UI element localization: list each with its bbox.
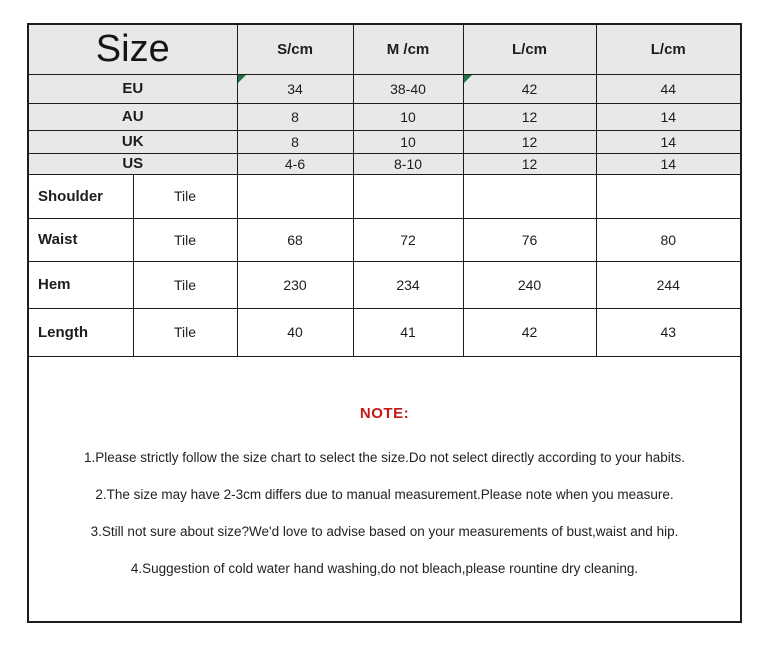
row-label-hem: Hem — [28, 261, 133, 308]
column-header-m: M /cm — [353, 24, 463, 74]
table-row-uk — [28, 130, 741, 153]
table-row-eu — [28, 74, 741, 103]
cell-us-s: 4-6 — [237, 153, 353, 174]
cell-us-l1: 12 — [463, 153, 596, 174]
comment-marker-icon — [464, 75, 472, 83]
cell-uk-l2: 14 — [596, 130, 741, 153]
column-header-s: S/cm — [237, 24, 353, 74]
cell-au-l2: 14 — [596, 103, 741, 130]
size-title: Size — [28, 24, 237, 74]
note-heading: NOTE: — [359, 404, 410, 422]
comment-marker-icon — [238, 75, 246, 83]
cell-shoulder-l1 — [463, 174, 596, 218]
cell-waist-l1: 76 — [463, 218, 596, 261]
cell-uk-s: 8 — [237, 130, 353, 153]
cell-waist-s: 68 — [237, 218, 353, 261]
row-label-waist: Waist — [28, 218, 133, 261]
cell-au-s: 8 — [237, 103, 353, 130]
table-row-shoulder — [28, 174, 741, 218]
note-item-2: 2.The size may have 2-3cm differs due to manual measurement.Please note when you measure. — [95, 486, 674, 502]
cell-hem-m: 234 — [353, 261, 463, 308]
note-content — [29, 357, 740, 578]
table-row-hem — [28, 261, 741, 308]
row-label-uk: UK — [28, 130, 237, 153]
row-label-au: AU — [28, 103, 237, 130]
cell-au-l1: 12 — [463, 103, 596, 130]
note-item-4: 4.Suggestion of cold water hand washing,do not bleach,please rountine dry cleaning. — [130, 560, 639, 576]
cell-us-l2: 14 — [596, 153, 741, 174]
cell-hem-method: Tile — [133, 261, 237, 308]
cell-us-m: 8-10 — [353, 153, 463, 174]
header-row — [28, 24, 741, 74]
cell-au-m: 10 — [353, 103, 463, 130]
cell-shoulder-m — [353, 174, 463, 218]
cell-hem-s: 230 — [237, 261, 353, 308]
cell-length-m: 41 — [353, 308, 463, 356]
cell-uk-l1: 12 — [463, 130, 596, 153]
table-row-length — [28, 308, 741, 356]
note-item-3: 3.Still not sure about size?We'd love to advise based on your measurements of bust,waist and hip. — [90, 523, 679, 539]
column-header-l1: L/cm — [463, 24, 596, 74]
note-item-1: 1.Please strictly follow the size chart to select the size.Do not select directly according to your habits. — [83, 449, 686, 465]
cell-eu-l1 — [463, 74, 596, 103]
cell-length-l1: 42 — [463, 308, 596, 356]
cell-shoulder-method: Tile — [133, 174, 237, 218]
table-row-us — [28, 153, 741, 174]
cell-eu-m: 38-40 — [353, 74, 463, 103]
row-label-us: US — [28, 153, 237, 174]
table-row-waist — [28, 218, 741, 261]
cell-length-s: 40 — [237, 308, 353, 356]
row-label-eu: EU — [28, 74, 237, 103]
size-chart — [27, 23, 742, 623]
cell-value: 34 — [287, 80, 303, 97]
cell-hem-l1: 240 — [463, 261, 596, 308]
cell-eu-l2: 44 — [596, 74, 741, 103]
row-label-shoulder: Shoulder — [28, 174, 133, 218]
cell-value: 42 — [521, 80, 538, 97]
row-label-length: Length — [28, 308, 133, 356]
cell-waist-l2: 80 — [596, 218, 741, 261]
note-box — [28, 356, 741, 622]
cell-length-method: Tile — [133, 308, 237, 356]
cell-length-l2: 43 — [596, 308, 741, 356]
cell-shoulder-l2 — [596, 174, 741, 218]
table-row-au — [28, 103, 741, 130]
cell-waist-method: Tile — [133, 218, 237, 261]
note-row — [28, 356, 741, 622]
cell-hem-l2: 244 — [596, 261, 741, 308]
size-chart-table — [27, 23, 742, 623]
cell-uk-m: 10 — [353, 130, 463, 153]
cell-eu-s — [237, 74, 353, 103]
column-header-l2: L/cm — [596, 24, 741, 74]
cell-waist-m: 72 — [353, 218, 463, 261]
cell-shoulder-s — [237, 174, 353, 218]
